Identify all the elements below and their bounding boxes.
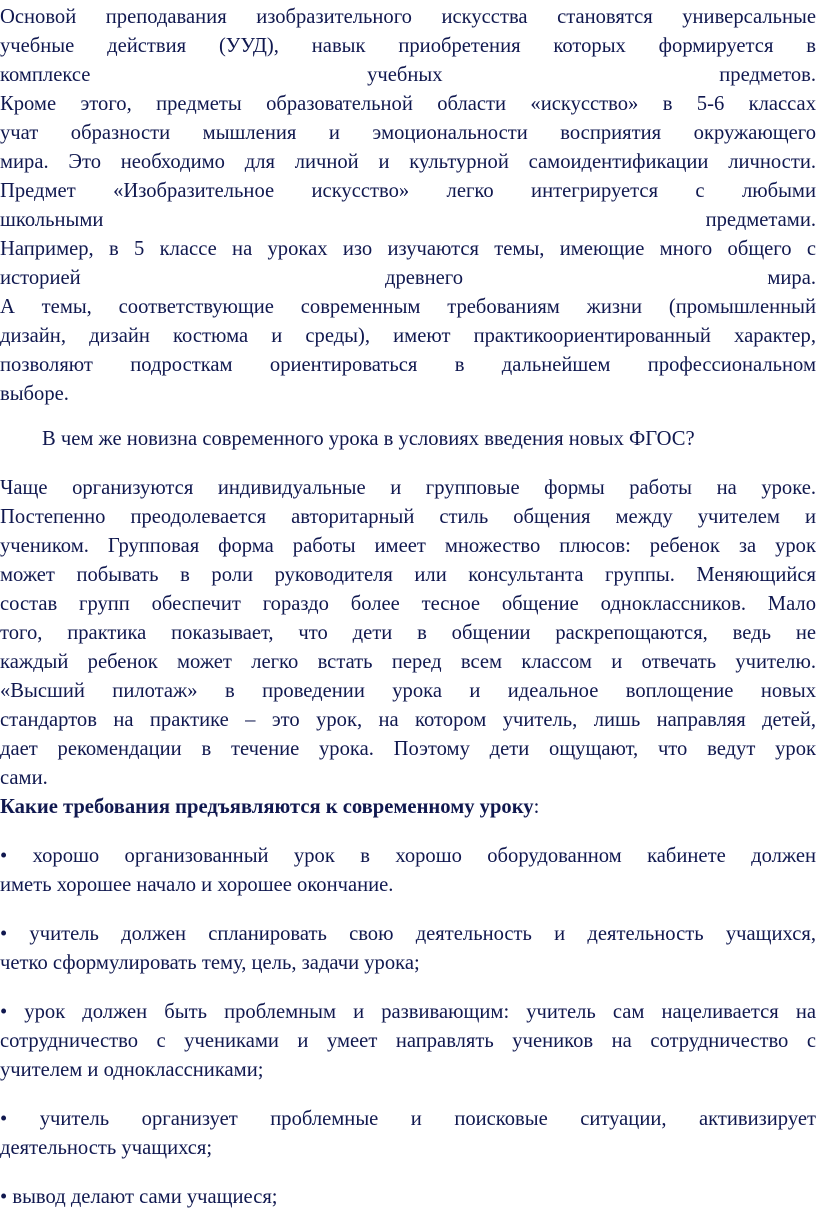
paragraph-line: может побывать в роли руководителя или консультанта группы. Меняющийся <box>0 564 816 586</box>
paragraph-line: комплексе учебных предметов. <box>0 64 816 86</box>
bullet-line: учителем и одноклассниками; <box>0 1059 264 1081</box>
paragraph-line: школьными предметами. <box>0 209 816 231</box>
question-line: В чем же новизна современного урока в условиях введения новых ФГОС? <box>42 428 695 450</box>
bullet-line: деятельность учащихся; <box>0 1137 213 1159</box>
bullet-line: • учитель организует проблемные и поисковые ситуации, активизирует <box>0 1108 816 1130</box>
paragraph-line: «Высший пилотаж» в проведении урока и идеальное воплощение новых <box>0 680 816 702</box>
bullet-line: сотрудничество с учениками и умеет направлять учеников на сотрудничество с <box>0 1030 816 1052</box>
bullet-line: • урок должен быть проблемным и развивающим: учитель сам нацеливается на <box>0 1001 816 1023</box>
paragraph-line: Предмет «Изобразительное искусство» легко интегрируется с любыми <box>0 180 816 202</box>
paragraph-line: состав групп обеспечит гораздо более тесное общение одноклассников. Мало <box>0 593 816 615</box>
bullet-line: четко сформулировать тему, цель, задачи урока; <box>0 952 420 974</box>
paragraph-line: Постепенно преодолевается авторитарный стиль общения между учителем и <box>0 506 816 528</box>
paragraph-line: учебные действия (УУД), навык приобретения которых формируется в <box>0 35 816 57</box>
heading-text: Какие требования предъявляются к современному уроку <box>0 796 534 818</box>
paragraph-line: историей древнего мира. <box>0 267 816 289</box>
paragraph-line: дизайн, дизайн костюма и среды), имеют практикоориентированный характер, <box>0 325 816 347</box>
paragraph-line: дает рекомендации в течение урока. Поэтому дети ощущают, что ведут урок <box>0 738 816 760</box>
paragraph-line: мира. Это необходимо для личной и культурной самоидентификации личности. <box>0 151 816 173</box>
bullet-line: • учитель должен спланировать свою деятельность и деятельность учащихся, <box>0 923 816 945</box>
bullet-line: • хорошо организованный урок в хорошо оборудованном кабинете должен <box>0 845 816 867</box>
paragraph-line: сами. <box>0 767 48 789</box>
paragraph-line: позволяют подросткам ориентироваться в дальнейшем профессиональном <box>0 354 816 376</box>
paragraph-line: Основой преподавания изобразительного искусства становятся универсальные <box>0 6 816 28</box>
bullet-line: иметь хорошее начало и хорошее окончание. <box>0 874 394 896</box>
heading-colon: : <box>533 796 540 818</box>
paragraph-line: каждый ребенок может легко встать перед всем классом и отвечать учителю. <box>0 651 816 673</box>
paragraph-line: Чаще организуются индивидуальные и групповые формы работы на уроке. <box>0 477 816 499</box>
paragraph-line: учат образности мышления и эмоциональности восприятия окружающего <box>0 122 816 144</box>
paragraph-line: стандартов на практике – это урок, на котором учитель, лишь направляя детей, <box>0 709 816 731</box>
section-heading <box>0 793 816 822</box>
bullet-line: • вывод делают сами учащиеся; <box>0 1186 278 1208</box>
paragraph-line: Кроме этого, предметы образовательной области «искусство» в 5-6 классах <box>0 93 816 115</box>
paragraph-line: выборе. <box>0 383 69 405</box>
paragraph-line: Например, в 5 классе на уроках изо изучаются темы, имеющие много общего с <box>0 238 816 260</box>
paragraph-line: того, практика показывает, что дети в общении раскрепощаются, ведь не <box>0 622 816 644</box>
paragraph-line: учеником. Групповая форма работы имеет множество плюсов: ребенок за урок <box>0 535 816 557</box>
paragraph-line: А темы, соответствующие современным требованиям жизни (промышленный <box>0 296 816 318</box>
